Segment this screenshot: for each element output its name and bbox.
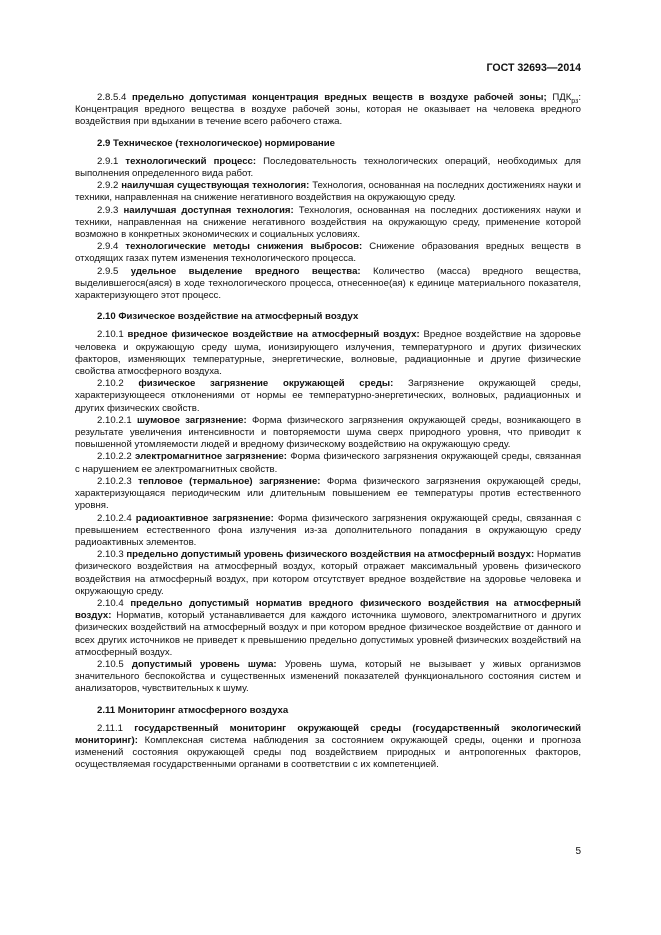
definition-text: Технология, основанная на последних достижениях науки и техники, направленная на снижение негативного воздействия на окружающую среду, применение которой возможно в конкретных экономических и социальных условиях. xyxy=(75,204,582,241)
clause-number: 2.11.1 xyxy=(97,722,123,734)
term: шумовое загрязнение: xyxy=(136,414,247,426)
clause-number: 2.10.5 xyxy=(97,658,124,670)
term: вредное физическое воздействие на атмосферный воздух: xyxy=(127,329,420,341)
definition-2-10-4 xyxy=(75,598,581,659)
clause-number: 2.10.1 xyxy=(97,329,124,341)
definition-2-10-2 xyxy=(75,378,581,415)
clause-number: 2.10.2.1 xyxy=(97,414,132,426)
definition-2-10-1 xyxy=(75,329,581,378)
definition-text: Технология, основанная на последних достижениях науки и техники, направленная на снижение негативного воздействия на окружающую среду. xyxy=(75,180,582,204)
definition-text: Снижение образования вредных веществ в отходящих газах путем изменения технологического процесса. xyxy=(75,241,581,265)
definition-2-11-1 xyxy=(75,723,581,772)
clause-number: 2.10.2.4 xyxy=(97,512,132,524)
definition-text: Форма физического загрязнения окружающей среды, характеризующаяся периодическим или длительным повышением ее температуры против естественного уровня. xyxy=(75,475,581,512)
definition-2-10-2-2 xyxy=(75,451,581,475)
term: предельно допустимый норматив вредного физического воздействия на атмосферный воздух: xyxy=(75,597,581,622)
term: радиоактивное загрязнение: xyxy=(135,512,274,524)
clause-number: 2.10.2.2 xyxy=(97,451,132,463)
term: предельно допустимая концентрация вредных веществ в воздухе рабочей зоны; xyxy=(131,92,547,103)
definition-text: Форма физического загрязнения окружающей среды, связанная с превышением естественного фона излучения из-за дополнительного попадания в окружающую среду радиоактивных элементов. xyxy=(75,512,582,548)
clause-number: 2.10.4 xyxy=(97,597,124,609)
definition-text: Форма физического загрязнения окружающей среды, возникающего в результате увеличения интенсивности и повторяемости шума сверх природного уровня, что приводит к повышенной утомляемости людей и вредному физическому воздействию на окружающую среду. xyxy=(75,414,581,451)
definition-text: Форма физического загрязнения окружающей среды, связанная с нарушением ее электромагнитных свойств. xyxy=(75,451,582,475)
term: государственный мониторинг окружающей среды (государственный экологический мониторинг): xyxy=(75,722,581,746)
definition-text: Уровень шума, который не вызывает у живых организмов значительного беспокойства и существенных изменений показателей функционального состояния систем и анализаторов, чувствительных к шуму. xyxy=(75,658,582,695)
clause-number: 2.8.5.4 xyxy=(97,92,127,103)
definition-2-10-2-3 xyxy=(75,476,581,513)
term: технологический процесс: xyxy=(125,155,257,167)
definition-2-10-3 xyxy=(75,549,581,598)
clause-number: 2.10.2 xyxy=(97,378,124,390)
clause-number: 2.9.1 xyxy=(97,155,119,167)
section-heading-2-11: 2.11 Мониторинг атмосферного воздуха xyxy=(97,704,289,716)
term: наилучшая доступная технология: xyxy=(123,204,294,216)
section-heading-2-9: 2.9 Техническое (технологическое) нормирование xyxy=(97,137,335,149)
section-heading-2-10: 2.10 Физическое воздействие на атмосферный воздух xyxy=(97,311,359,323)
definition-2-10-5 xyxy=(75,659,581,696)
clause-number: 2.9.2 xyxy=(97,180,119,192)
definition-2-8-5-4 xyxy=(75,92,581,129)
definition-text: Норматив физического воздействия на атмосферный воздух, который отражает максимальный уровень физического воздействия на атмосферный воздух, при котором отсутствует вредное воздействие на здоровье человека и окружающую среду. xyxy=(75,549,581,597)
term: физическое загрязнение окружающей среды: xyxy=(138,378,394,390)
definition-2-9-4 xyxy=(75,241,581,265)
term: предельно допустимый уровень физического воздействия на атмосферный воздух: xyxy=(126,549,535,561)
clause-number: 2.9.3 xyxy=(97,204,119,216)
term: электромагнитное загрязнение: xyxy=(135,451,287,463)
definition-2-9-5 xyxy=(75,266,581,303)
definition-2-9-3 xyxy=(75,205,581,242)
definition-text: Последовательность технологических операций, необходимых для выполнения определенного вида работ. xyxy=(75,155,581,180)
term: допустимый уровень шума: xyxy=(131,658,277,670)
term: тепловое (термальное) загрязнение: xyxy=(138,475,321,487)
term-abbreviation-subscript: рз xyxy=(571,97,579,105)
document-body xyxy=(75,66,581,772)
term-abbreviation: ПДК xyxy=(552,92,572,103)
clause-number: 2.9.4 xyxy=(97,241,119,253)
clause-number: 2.10.2.3 xyxy=(97,475,132,487)
definition-text: Комплексная система наблюдения за состоянием окружающей среды, оценки и прогноза изменений состояния окружающей среды под воздействием природных и антропогенных факторов, осуществляемая государственными органами в соответствии с их компетенцией. xyxy=(75,734,581,771)
term: технологические методы снижения выбросов: xyxy=(125,241,363,253)
term: наилучшая существующая технология: xyxy=(121,180,310,192)
definition-2-10-2-4 xyxy=(75,513,581,550)
definition-text: Вредное воздействие на здоровье человека и окружающую среду шума, ионизирующего излучения, температурного и других физических факторов, изменяющих температурные, энергетические, волновые, радиационные и другие физические свойства атмосферного воздуха. xyxy=(75,329,581,378)
clause-number: 2.10.3 xyxy=(97,549,124,561)
definition-2-9-1 xyxy=(75,156,581,180)
definition-text: Количество (масса) вредного вещества, выделившегося(аяся) в ходе технологического процесса, отнесенное(ая) к единице материального показателя, характеризующего этот процесс. xyxy=(75,265,582,302)
definition-text: Загрязнение окружающей среды, характеризующееся отклонениями от нормы ее температурно-энергетических, волновых, радиационных и других физических свойств. xyxy=(75,378,581,414)
definition-text: : Концентрация вредного вещества в воздухе рабочей зоны, которая не оказывает на человека вредного воздействия при вдыхании в течение всего рабочего стажа. xyxy=(75,92,581,128)
term: удельное выделение вредного вещества: xyxy=(130,265,361,277)
standard-designation: ГОСТ 32693—2014 xyxy=(486,62,581,74)
page-number: 5 xyxy=(575,846,581,857)
definition-text: Норматив, который устанавливается для каждого источника шумового, электромагнитного и других физических воздействий на атмосферный воздух и при котором вредное физическое воздействие от данного и всех других источников не приведет к превышению предельно допустимых уровней физических воздействий на атмосферный воздух. xyxy=(75,610,582,658)
clause-number: 2.9.5 xyxy=(97,265,119,277)
definition-2-10-2-1 xyxy=(75,415,581,452)
definition-2-9-2 xyxy=(75,180,581,204)
